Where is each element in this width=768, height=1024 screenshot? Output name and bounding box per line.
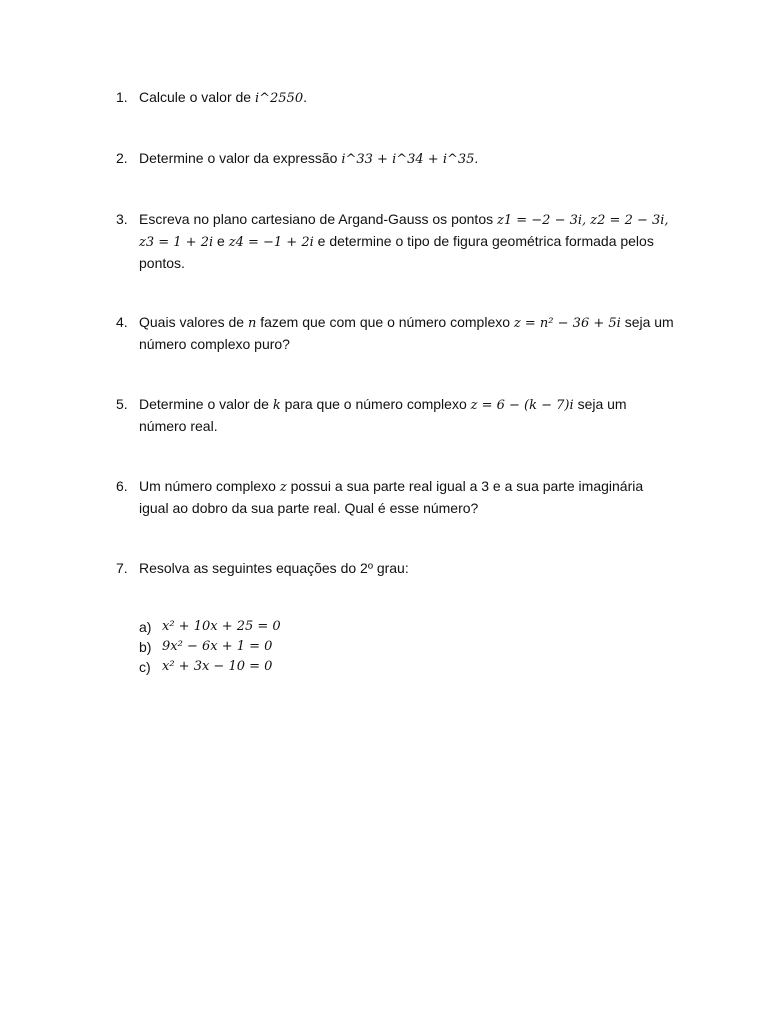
math-expression: z1 = −2 − 3i, z2 = 2 − 3i, z3 = 1 + 2i bbox=[139, 213, 669, 250]
math-expression: z = n² − 36 + 5i bbox=[513, 316, 621, 331]
equation-label: a) bbox=[139, 619, 152, 635]
question-number: 2. bbox=[116, 150, 128, 166]
question-3 bbox=[116, 209, 676, 274]
question-text: Calcule o valor de bbox=[139, 89, 252, 105]
equation-item bbox=[139, 637, 281, 657]
math-expression: z4 = −1 + 2i bbox=[228, 235, 314, 250]
question-number: 1. bbox=[116, 89, 128, 105]
question-4 bbox=[116, 312, 676, 355]
equation-label: c) bbox=[139, 659, 151, 675]
equation-label: b) bbox=[139, 639, 152, 655]
equation-item bbox=[139, 657, 281, 677]
question-1 bbox=[116, 87, 676, 109]
math-expression: z = 6 − (k − 7)i bbox=[470, 398, 574, 413]
math-expression: n bbox=[247, 316, 257, 331]
question-number: 6. bbox=[116, 478, 128, 494]
question-2 bbox=[116, 148, 676, 170]
question-suffix: . bbox=[303, 89, 307, 105]
question-text: Um número complexo bbox=[139, 478, 276, 494]
question-text: fazem que com que o número complexo bbox=[260, 314, 511, 330]
question-number: 4. bbox=[116, 314, 128, 330]
question-text: possui a sua parte real igual a 3 e a sua parte imaginária igual ao dobro da sua parte real. Qual é esse número? bbox=[139, 478, 644, 516]
question-text: Quais valores de bbox=[139, 314, 245, 330]
question-text: seja um número complexo puro? bbox=[139, 314, 674, 352]
math-expression: i^33 + i^34 + i^35 bbox=[341, 152, 475, 167]
question-5 bbox=[116, 394, 676, 437]
question-number: 7. bbox=[116, 560, 128, 576]
question-text: Escreva no plano cartesiano de Argand-Gauss os pontos bbox=[139, 211, 494, 227]
question-text: para que o número complexo bbox=[284, 396, 467, 412]
question-text: Determine o valor da expressão bbox=[139, 150, 338, 166]
question-text: Determine o valor de bbox=[139, 396, 269, 412]
question-text: seja um número real. bbox=[139, 396, 627, 434]
question-7 bbox=[116, 558, 676, 579]
equation: x² + 3x − 10 = 0 bbox=[162, 659, 273, 674]
equation: 9x² − 6x + 1 = 0 bbox=[162, 639, 273, 654]
question-number: 3. bbox=[116, 211, 128, 227]
question-text: Resolva as seguintes equações do 2º grau: bbox=[139, 560, 409, 576]
math-expression: k bbox=[272, 398, 281, 413]
question-text: e bbox=[217, 233, 225, 249]
equation-item bbox=[139, 617, 281, 637]
equation: x² + 10x + 25 = 0 bbox=[162, 619, 281, 634]
question-suffix: . bbox=[474, 150, 479, 166]
question-number: 5. bbox=[116, 396, 128, 412]
math-expression: z bbox=[279, 480, 287, 495]
equation-list bbox=[139, 617, 281, 677]
question-text: e determine o tipo de figura geométrica formada pelos pontos. bbox=[139, 233, 654, 271]
math-expression: i^2550 bbox=[254, 91, 304, 106]
question-6 bbox=[116, 476, 676, 519]
